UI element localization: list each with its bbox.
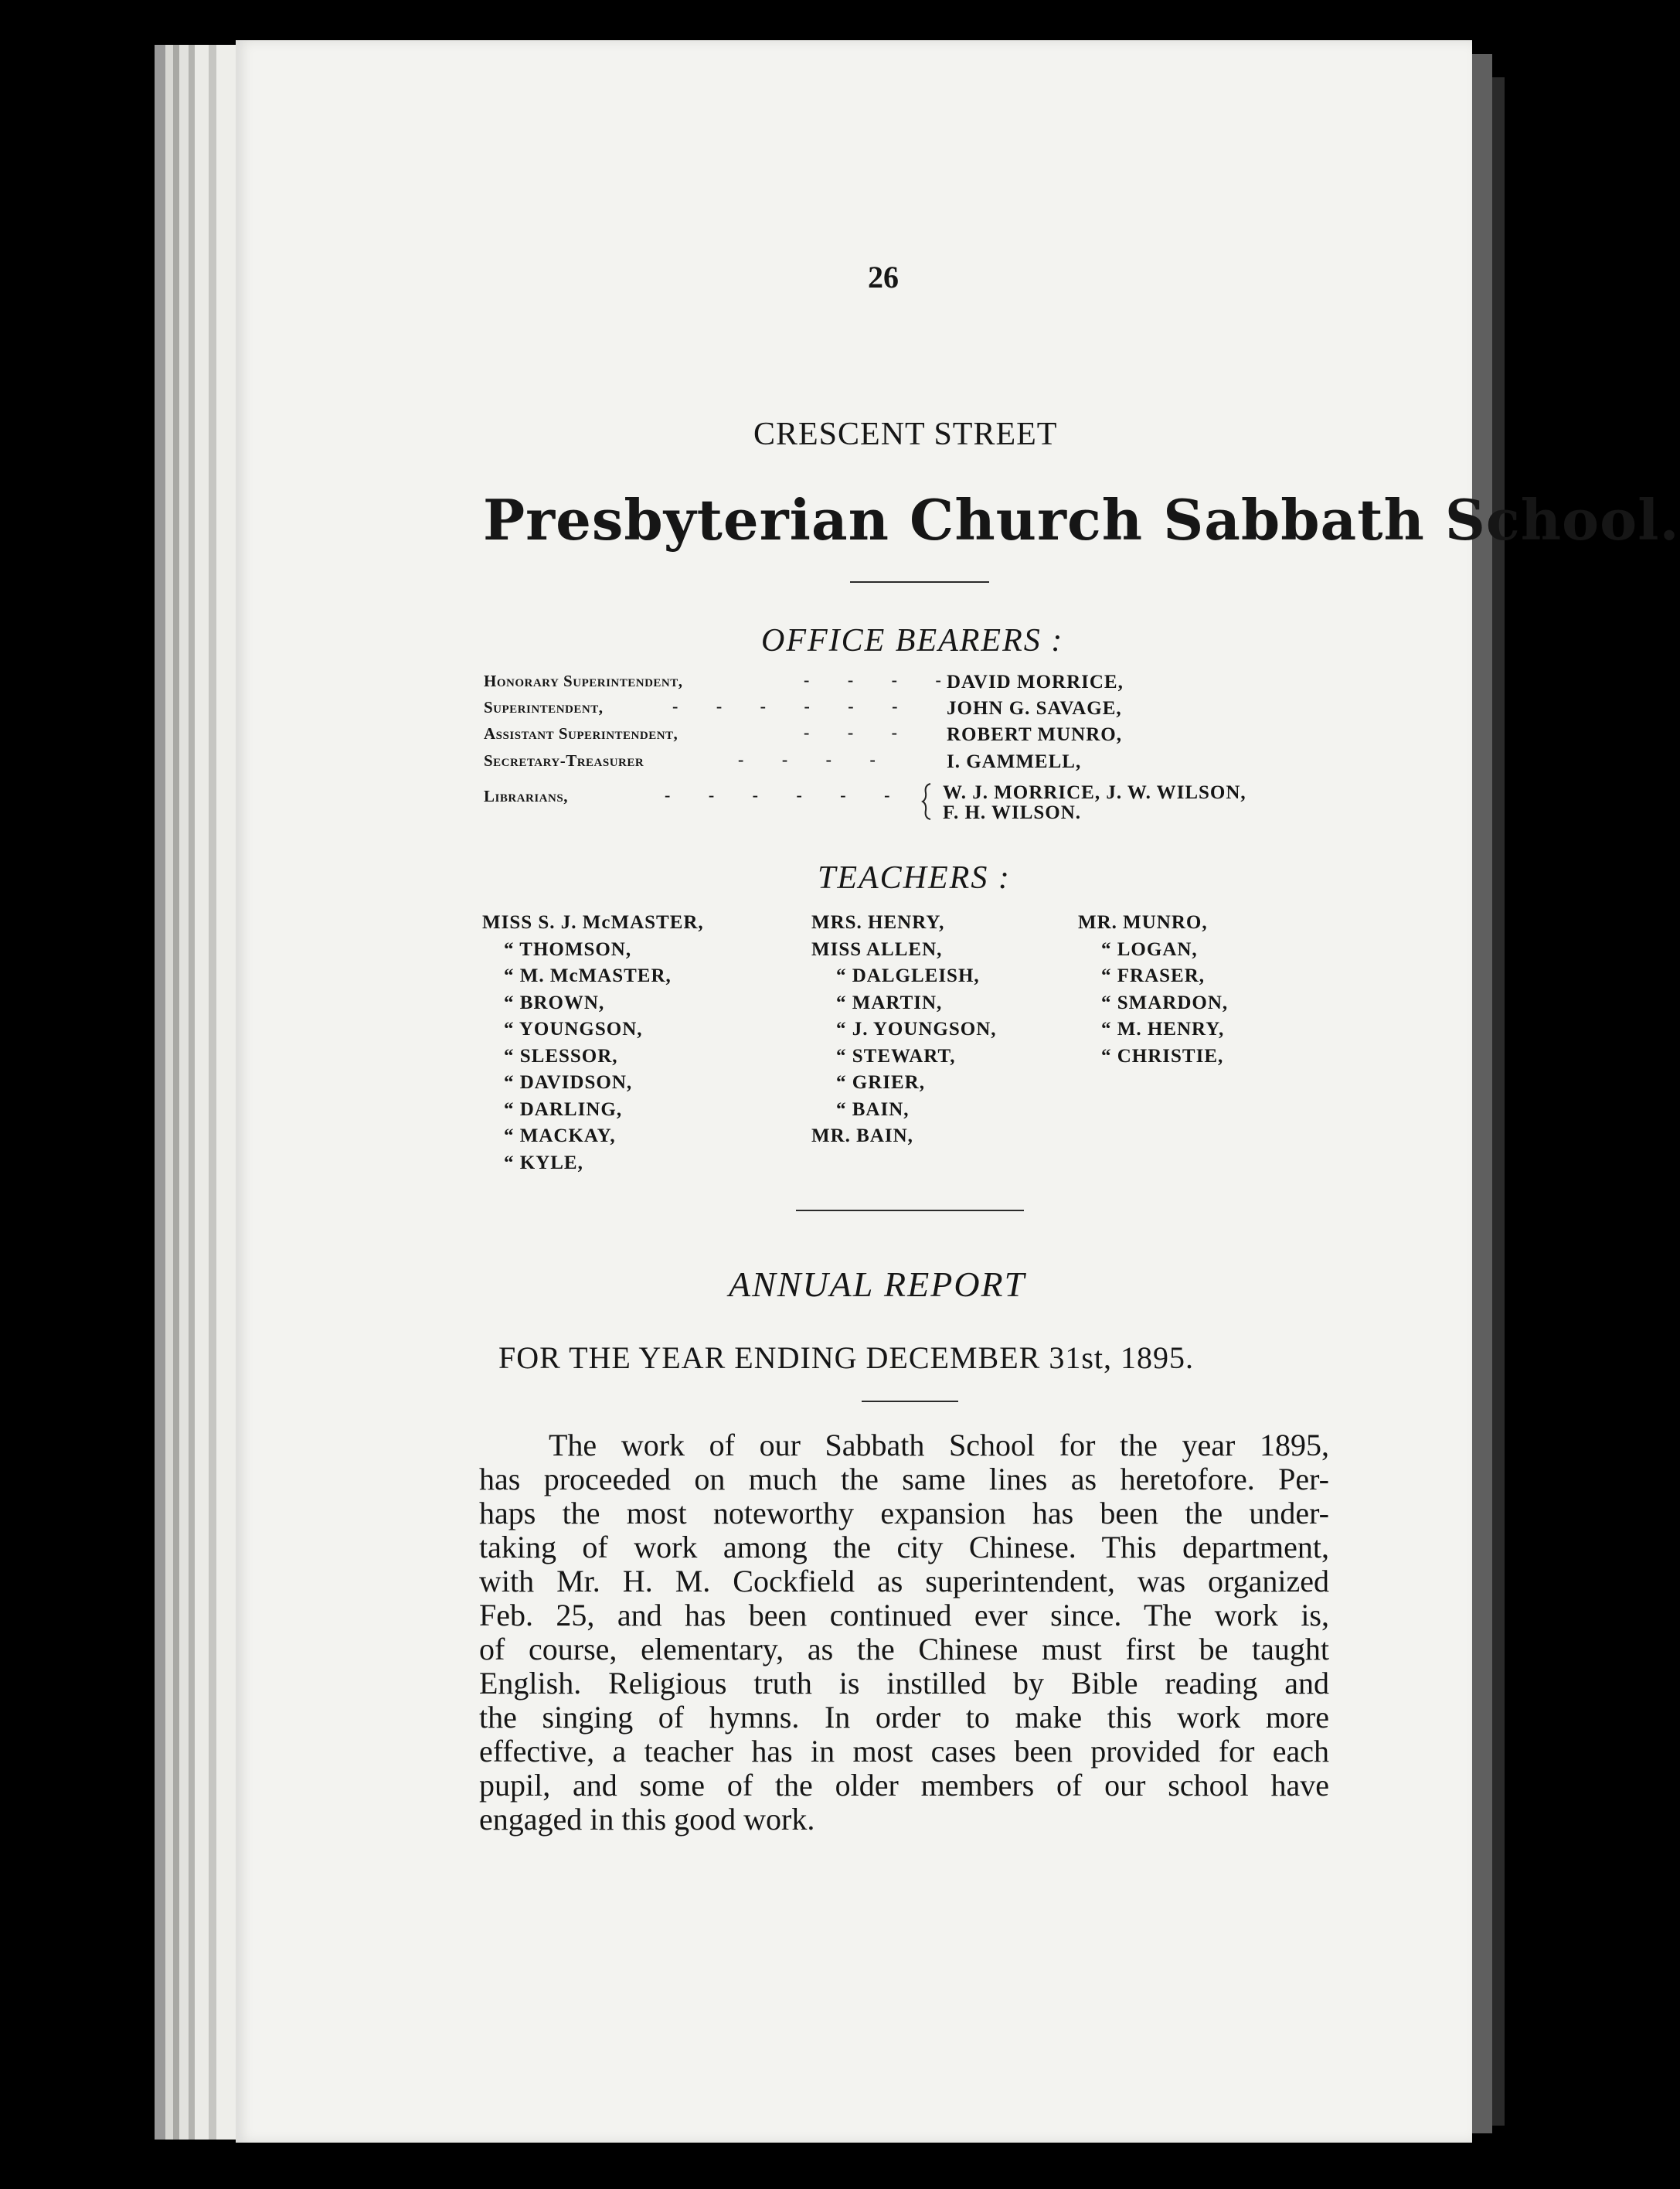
teacher-name: “ KYLE, (504, 1152, 583, 1173)
paragraph-line: has proceeded on much the same lines as heretofore. Per- (479, 1462, 1329, 1496)
teacher-name: “ BROWN, (504, 992, 605, 1013)
teacher-name: “ DALGLEISH, (836, 965, 980, 986)
office-label: Secretary-Treasurer (484, 751, 644, 770)
divider-rule (862, 1401, 958, 1402)
paragraph-line: the singing of hymns. In order to make this work more (479, 1700, 1329, 1735)
office-label: Honorary Superintendent, (484, 672, 683, 690)
church-title: Presbyterian Church Sabbath School. (483, 487, 1680, 553)
leader-dashes: - - - - (804, 670, 958, 689)
leader-dashes: - - - - - - (672, 696, 915, 716)
header-street-name: CRESCENT STREET (753, 417, 1058, 452)
teacher-name: “ DARLING, (504, 1099, 623, 1120)
page-edge-right (1472, 54, 1492, 2133)
teacher-name: “ BAIN, (836, 1099, 910, 1120)
paragraph-line: engaged in this good work. (479, 1802, 815, 1837)
paragraph-line: of course, elementary, as the Chinese must first be taught (479, 1632, 1329, 1666)
annual-report-title: ANNUAL REPORT (729, 1265, 1026, 1304)
paragraph-line: Feb. 25, and has been continued ever since. The work is, (479, 1598, 1329, 1632)
teacher-name: MR. BAIN, (811, 1125, 913, 1146)
office-bearers-heading: OFFICE BEARERS : (761, 623, 1064, 659)
teacher-name: “ SMARDON, (1101, 992, 1229, 1013)
teacher-name: MISS ALLEN, (811, 939, 943, 960)
teacher-name: “ DAVIDSON, (504, 1072, 633, 1093)
teacher-name: MRS. HENRY, (811, 912, 945, 933)
leader-dashes: - - - - (738, 750, 893, 769)
leader-dashes: - - - - - - (665, 785, 907, 805)
paragraph-line: haps the most noteworthy expansion has been the under- (479, 1496, 1329, 1530)
teacher-name: “ J. YOUNGSON, (836, 1019, 997, 1040)
office-holder-name: I. GAMMELL, (947, 751, 1082, 772)
page-edge-right-shadow (1492, 77, 1505, 2126)
paragraph-line: taking of work among the city Chinese. This department, (479, 1530, 1329, 1564)
teacher-name: “ MARTIN, (836, 992, 943, 1013)
paragraph-line: effective, a teacher has in most cases been provided for each (479, 1734, 1329, 1769)
divider-rule (850, 581, 989, 583)
teacher-name: “ MACKAY, (504, 1125, 616, 1146)
office-holder-name: JOHN G. SAVAGE, (947, 698, 1122, 719)
teacher-name: “ M. McMASTER, (504, 965, 672, 986)
office-holder-name: DAVID MORRICE, (947, 672, 1124, 693)
teacher-name: “ YOUNGSON, (504, 1019, 643, 1040)
annual-report-subtitle: FOR THE YEAR ENDING DECEMBER 31st, 1895. (498, 1340, 1195, 1375)
office-label: Superintendent, (484, 698, 604, 717)
paragraph-line: English. Religious truth is instilled by Bible reading and (479, 1666, 1329, 1700)
brace-icon (921, 782, 932, 821)
office-holder-name: W. J. MORRICE, J. W. WILSON, (943, 782, 1246, 803)
paragraph-line: The work of our Sabbath School for the year 1895, (549, 1428, 1329, 1462)
paragraph-line: pupil, and some of the older members of our school have (479, 1768, 1329, 1803)
teacher-name: “ LOGAN, (1101, 939, 1198, 960)
teacher-name: “ CHRISTIE, (1101, 1046, 1224, 1067)
teacher-name: “ THOMSON, (504, 939, 632, 960)
teacher-name: MISS S. J. McMASTER, (482, 912, 704, 933)
teacher-name: “ GRIER, (836, 1072, 925, 1093)
leader-dashes: - - - (804, 723, 914, 742)
teachers-heading: TEACHERS : (818, 860, 1011, 896)
paragraph-line: with Mr. H. M. Cockfield as superintendent, was organized (479, 1564, 1329, 1598)
teacher-name: “ SLESSOR, (504, 1046, 618, 1067)
teacher-name: “ FRASER, (1101, 965, 1206, 986)
office-label: Librarians, (484, 787, 568, 805)
page-number: 26 (868, 260, 899, 294)
teacher-name: MR. MUNRO, (1078, 912, 1208, 933)
divider-rule (796, 1210, 1024, 1211)
teacher-name: “ STEWART, (836, 1046, 956, 1067)
teacher-name: “ M. HENRY, (1101, 1019, 1225, 1040)
office-holder-name: ROBERT MUNRO, (947, 724, 1122, 745)
office-holder-name: F. H. WILSON. (943, 802, 1082, 823)
office-label: Assistant Superintendent, (484, 724, 678, 743)
page-edges-left (155, 45, 240, 2140)
